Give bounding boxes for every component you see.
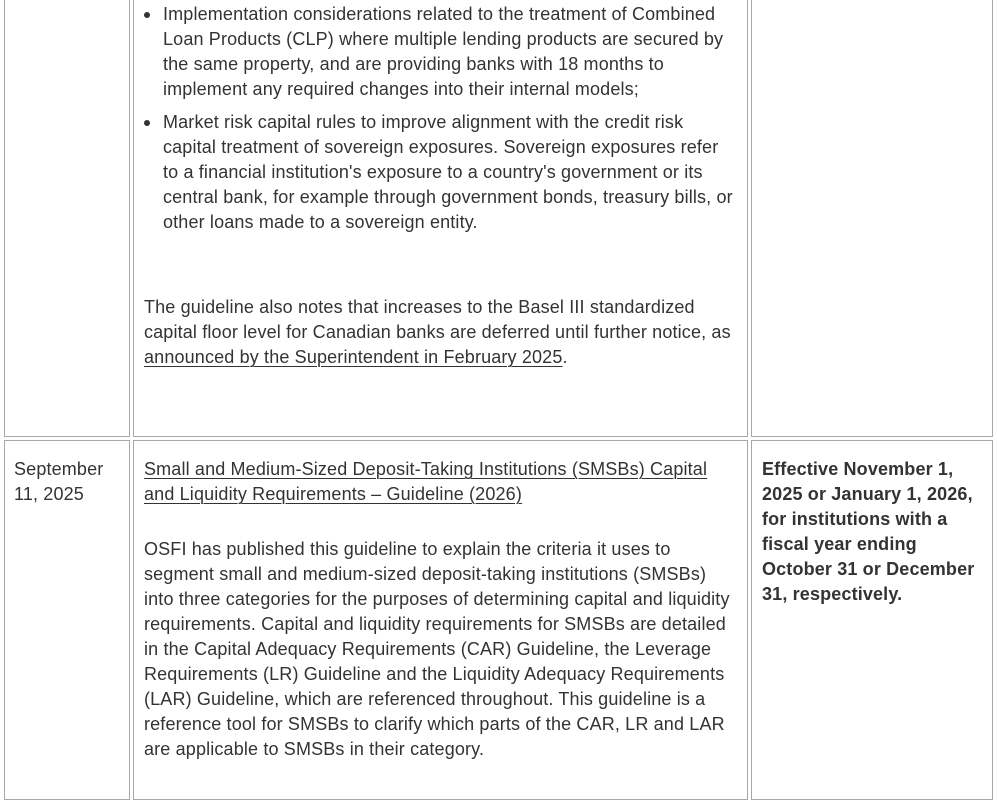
effective-date-text: Effective November 1, 2025 or January 1, 2026, for institutions with a fiscal year ending October 31 or December 31, respectively.	[762, 459, 975, 604]
superintendent-announcement-link[interactable]: announced by the Superintendent in February 2025	[144, 347, 563, 367]
description-cell	[133, 0, 748, 437]
description-cell	[133, 440, 748, 800]
paragraph-text: .	[562, 347, 568, 367]
list-item: Market risk capital rules to improve alignment with the credit risk capital treatment of sovereign exposures. Sovereign exposures refer to a financial institution's exposure to a country's government or its central bank, for example through government bonds, treasury bills, or other loans made to a sovereign entity.	[134, 110, 734, 235]
date-cell	[4, 440, 130, 800]
bullet-list	[134, 2, 734, 235]
table-row	[4, 0, 993, 437]
smsb-guideline-link[interactable]: Small and Medium-Sized Deposit-Taking Institutions (SMSBs) Capital and Liquidity Requirements – Guideline (2026)	[144, 459, 708, 504]
publication-date: September 11, 2025	[14, 459, 104, 504]
date-cell	[4, 0, 130, 437]
guideline-description: OSFI has published this guideline to explain the criteria it uses to segment small and medium-sized deposit-taking institutions (SMSBs) into three categories for the purposes of determining capital and liquidity requirements. Capital and liquidity requirements for SMSBs are detailed in the Capital Adequacy Requirements (CAR) Guideline, the Leverage Requirements (LR) Guideline and the Liquidity Adequacy Requirements (LAR) Guideline, which are referenced throughout. This guideline is a reference tool for SMSBs to clarify which parts of the CAR, LR and LAR are applicable to SMSBs in their category.	[144, 539, 730, 759]
table-row	[4, 440, 993, 800]
list-item: Implementation considerations related to the treatment of Combined Loan Products (CLP) where multiple lending products are secured by the same property, and are providing banks with 18 months to implement any required changes into their internal models;	[134, 2, 734, 102]
effective-cell	[751, 0, 993, 437]
guidelines-table	[4, 0, 993, 800]
floor-deferral-paragraph	[144, 295, 734, 370]
paragraph-text: The guideline also notes that increases to the Basel III standardized capital floor level for Canadian banks are deferred until further notice, as	[144, 297, 731, 342]
effective-cell	[751, 440, 993, 800]
